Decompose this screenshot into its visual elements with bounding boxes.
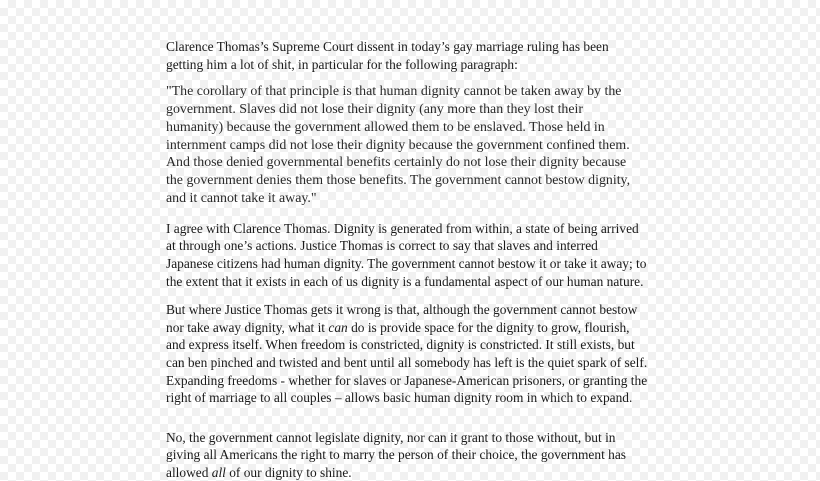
intro-paragraph	[166, 38, 806, 73]
text-line: giving all Americans the right to marry the person of their choice, the government has	[166, 447, 626, 463]
text-line: right of marriage to all couples – allows basic human dignity room in which to expand.	[166, 390, 633, 406]
article-body	[166, 38, 806, 481]
agreement-paragraph	[166, 220, 806, 290]
text-line: and express itself. When freedom is constricted, dignity is constricted. It still exists, but	[166, 337, 635, 353]
text-line: But where Justice Thomas gets it wrong is that, although the government cannot bestow	[166, 302, 638, 318]
text-line: government. Slaves did not lose their dignity (any more than they lost their	[166, 101, 584, 117]
text-line: And those denied governmental benefits certainly do not lose their dignity because	[166, 155, 627, 171]
text-line: Japanese citizens had human dignity. The government cannot bestow it or take it away; to	[166, 255, 647, 271]
quoted-dissent-paragraph	[166, 83, 806, 208]
text-fragment: of our dignity to shine.	[225, 464, 352, 480]
emphasis-all: all	[211, 464, 226, 480]
counterpoint-paragraph	[166, 301, 806, 407]
text-line: and it cannot take it away."	[166, 190, 317, 206]
text-line: No, the government cannot legislate dignity, nor can it grant to those without, but in	[166, 429, 616, 445]
text-fragment: nor take away dignity, what it	[166, 319, 329, 335]
closing-paragraph	[166, 429, 806, 481]
text-fragment: allowed	[166, 464, 212, 480]
text-line: Clarence Thomas’s Supreme Court dissent in today’s gay marriage ruling has been	[166, 39, 609, 54]
text-line: Expanding freedoms - whether for slaves or Japanese-American prisoners, or granting the	[166, 372, 648, 388]
text-line: I agree with Clarence Thomas. Dignity is generated from within, a state of being arrived	[166, 220, 639, 236]
text-line: getting him a lot of shit, in particular for the following paragraph:	[166, 56, 518, 72]
text-line	[166, 319, 806, 337]
text-line	[166, 464, 806, 481]
text-line: humanity) because the government allowed them to be enslaved. Those held in	[166, 119, 605, 135]
text-fragment: do is provide space for the dignity to grow, flourish,	[347, 319, 630, 335]
text-line: at through one’s actions. Justice Thomas is correct to say that slaves and interred	[166, 238, 598, 254]
text-line: "The corollary of that principle is that human dignity cannot be taken away by the	[166, 84, 622, 100]
text-line: the extent that it exists in each of us dignity is a fundamental aspect of our human nature.	[166, 273, 644, 289]
emphasis-can: can	[328, 319, 348, 335]
text-line: can ben pinched and twisted and bent until all somebody has left is the quiet spark of self.	[166, 354, 648, 370]
text-line: the government denies them those benefits. The government cannot bestow dignity,	[166, 173, 631, 189]
text-line: internment camps did not lose their dignity because the government confined them.	[166, 137, 630, 153]
